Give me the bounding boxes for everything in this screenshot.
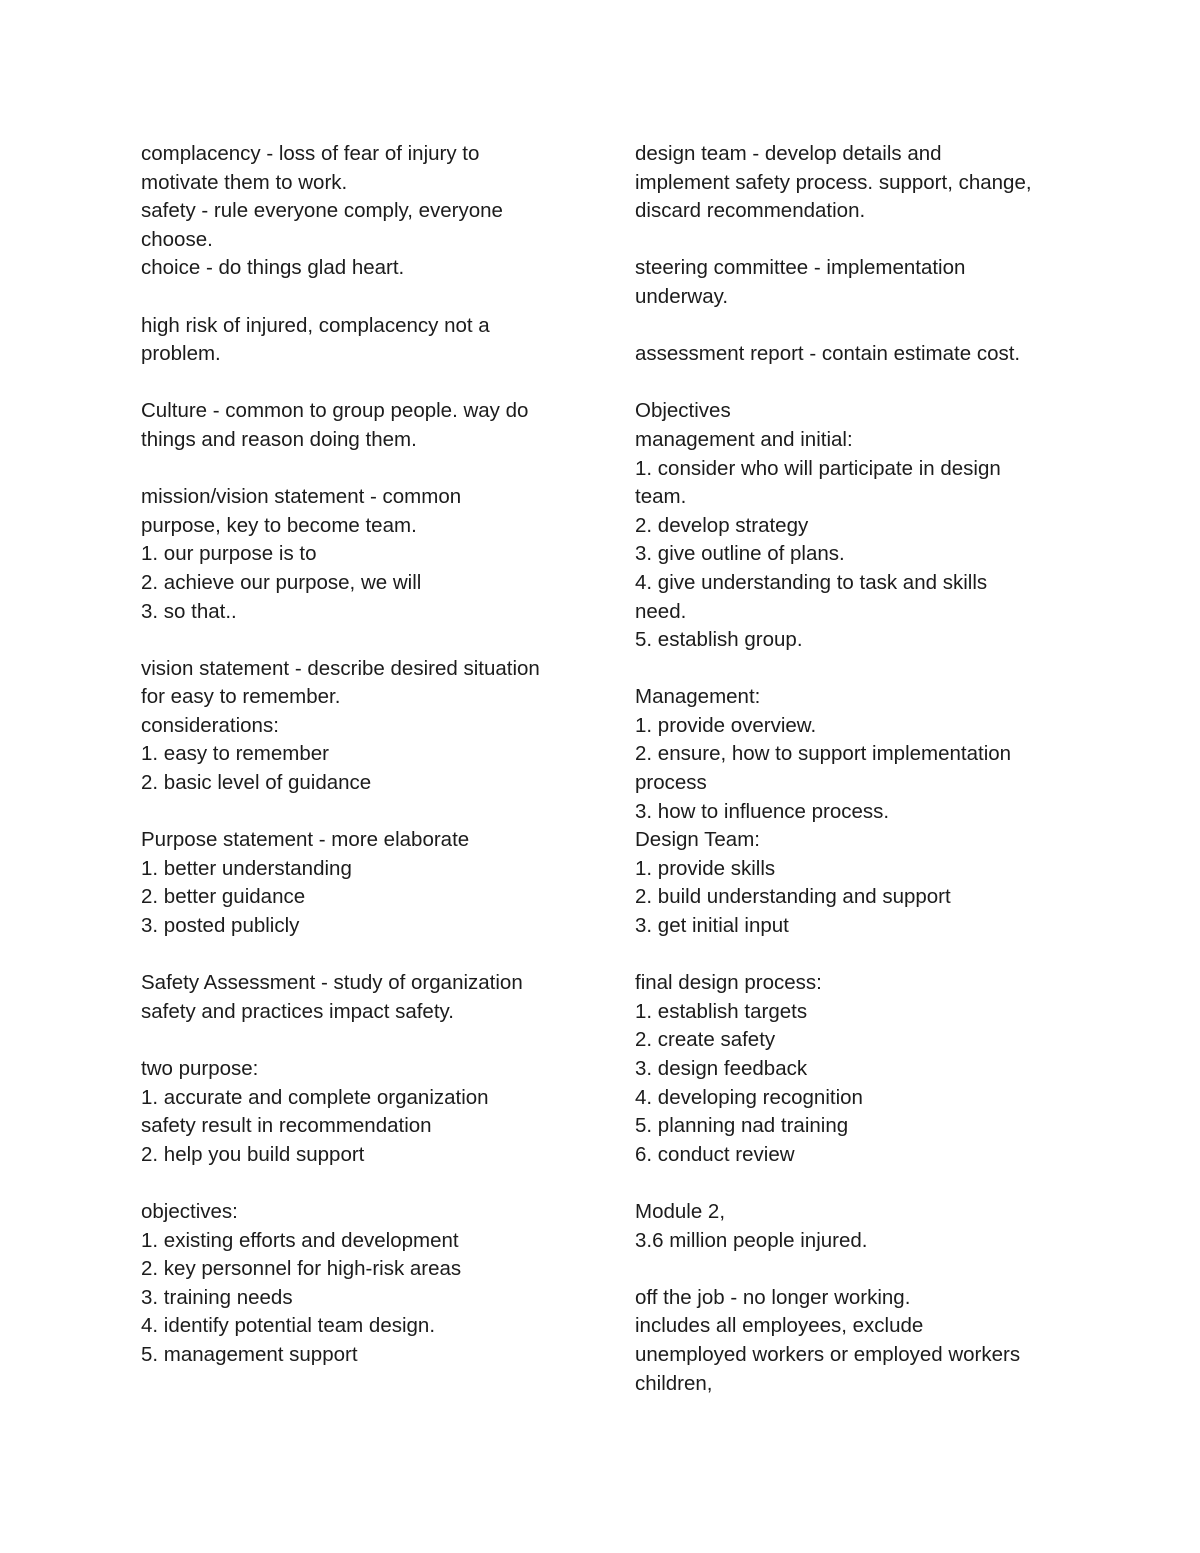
text-line: steering committee - implementation bbox=[635, 256, 966, 280]
blank-line bbox=[141, 941, 581, 970]
text-line: problem. bbox=[141, 342, 221, 366]
text-line: for easy to remember. bbox=[141, 685, 341, 709]
right-column bbox=[635, 140, 1075, 1398]
text-line: 1. provide overview. bbox=[635, 713, 817, 737]
text-line: 3. give outline of plans. bbox=[635, 542, 845, 566]
text-line: team. bbox=[635, 485, 687, 509]
text-line: mission/vision statement - common bbox=[141, 485, 462, 509]
text-line: Purpose statement - more elaborate bbox=[141, 828, 470, 852]
text-line: motivate them to work. bbox=[141, 170, 348, 194]
text-line: process bbox=[635, 771, 707, 795]
text-line: 1. accurate and complete organization bbox=[141, 1085, 489, 1109]
text-line: 5. planning nad training bbox=[635, 1114, 849, 1138]
text-line: 2. achieve our purpose, we will bbox=[141, 570, 422, 594]
text-line: 5. management support bbox=[141, 1342, 358, 1366]
text-line: Design Team: bbox=[635, 828, 760, 852]
text-line: unemployed workers or employed workers bbox=[635, 1342, 1021, 1366]
text-line: 1. easy to remember bbox=[141, 742, 329, 766]
blank-line bbox=[635, 1169, 1075, 1198]
text-line: 2. better guidance bbox=[141, 885, 306, 909]
text-line: things and reason doing them. bbox=[141, 427, 417, 451]
blank-line bbox=[141, 798, 581, 827]
text-line: 3. design feedback bbox=[635, 1057, 808, 1080]
blank-line bbox=[141, 1169, 581, 1198]
text-line: two purpose: bbox=[141, 1057, 259, 1080]
text-line: considerations: bbox=[141, 713, 279, 737]
blank-line bbox=[635, 369, 1075, 398]
text-line: safety and practices impact safety. bbox=[141, 999, 454, 1023]
text-line: 2. key personnel for high-risk areas bbox=[141, 1257, 462, 1281]
text-line: management and initial: bbox=[635, 427, 853, 451]
text-line: 4. identify potential team design. bbox=[141, 1314, 436, 1338]
text-line: 3. training needs bbox=[141, 1285, 293, 1309]
text-line: 3. posted publicly bbox=[141, 914, 300, 938]
text-line: objectives: bbox=[141, 1199, 238, 1223]
text-line: Safety Assessment - study of organization bbox=[141, 971, 523, 995]
blank-line bbox=[141, 626, 581, 655]
blank-line bbox=[635, 941, 1075, 970]
text-line: safety - rule everyone comply, everyone bbox=[141, 199, 503, 223]
left-column bbox=[141, 140, 581, 1370]
text-line: design team - develop details and bbox=[635, 142, 942, 165]
text-line: implement safety process. support, change, bbox=[635, 170, 1032, 194]
text-line: 1. existing efforts and development bbox=[141, 1228, 459, 1252]
text-line: need. bbox=[635, 599, 687, 623]
text-line: assessment report - contain estimate cost. bbox=[635, 342, 1021, 366]
text-line: 2. ensure, how to support implementation bbox=[635, 742, 1012, 766]
text-line: 3. so that.. bbox=[141, 599, 237, 623]
text-line: choice - do things glad heart. bbox=[141, 256, 405, 280]
text-line: 1. better understanding bbox=[141, 856, 352, 880]
blank-line bbox=[141, 369, 581, 398]
blank-line bbox=[635, 655, 1075, 684]
text-line: discard recommendation. bbox=[635, 199, 866, 223]
blank-line bbox=[141, 455, 581, 484]
blank-line bbox=[141, 1026, 581, 1055]
text-line: off the job - no longer working. bbox=[635, 1285, 911, 1309]
text-line: choose. bbox=[141, 227, 213, 251]
text-line: Management: bbox=[635, 685, 761, 709]
text-line: 1. consider who will participate in design bbox=[635, 456, 1001, 480]
text-line: 6. conduct review bbox=[635, 1142, 795, 1166]
text-line: 1. provide skills bbox=[635, 856, 776, 880]
text-line: Objectives bbox=[635, 399, 731, 423]
text-line: purpose, key to become team. bbox=[141, 513, 417, 537]
text-line: 2. build understanding and support bbox=[635, 885, 951, 909]
text-line: 1. our purpose is to bbox=[141, 542, 317, 566]
text-line: 2. create safety bbox=[635, 1028, 776, 1052]
text-line: Culture - common to group people. way do bbox=[141, 399, 529, 423]
text-line: safety result in recommendation bbox=[141, 1114, 432, 1138]
text-line: 2. basic level of guidance bbox=[141, 771, 372, 795]
text-line: includes all employees, exclude bbox=[635, 1314, 924, 1338]
text-line: final design process: bbox=[635, 971, 822, 995]
blank-line bbox=[635, 226, 1075, 255]
text-line: 4. give understanding to task and skills bbox=[635, 570, 988, 594]
text-line: 4. developing recognition bbox=[635, 1085, 863, 1109]
text-line: 2. help you build support bbox=[141, 1142, 365, 1166]
text-line: 3. get initial input bbox=[635, 914, 789, 938]
text-line: 3. how to influence process. bbox=[635, 799, 890, 823]
text-line: Module 2, bbox=[635, 1199, 726, 1223]
text-line: 2. develop strategy bbox=[635, 513, 809, 537]
text-line: high risk of injured, complacency not a bbox=[141, 313, 490, 337]
text-line: 5. establish group. bbox=[635, 628, 803, 652]
blank-line bbox=[635, 312, 1075, 341]
text-line: underway. bbox=[635, 284, 729, 308]
text-line: 3.6 million people injured. bbox=[635, 1228, 868, 1252]
text-line: children, bbox=[635, 1371, 713, 1395]
text-line: 1. establish targets bbox=[635, 999, 808, 1023]
text-line: complacency - loss of fear of injury to bbox=[141, 142, 480, 165]
blank-line bbox=[141, 283, 581, 312]
blank-line bbox=[635, 1255, 1075, 1284]
text-line: vision statement - describe desired situation bbox=[141, 656, 540, 680]
